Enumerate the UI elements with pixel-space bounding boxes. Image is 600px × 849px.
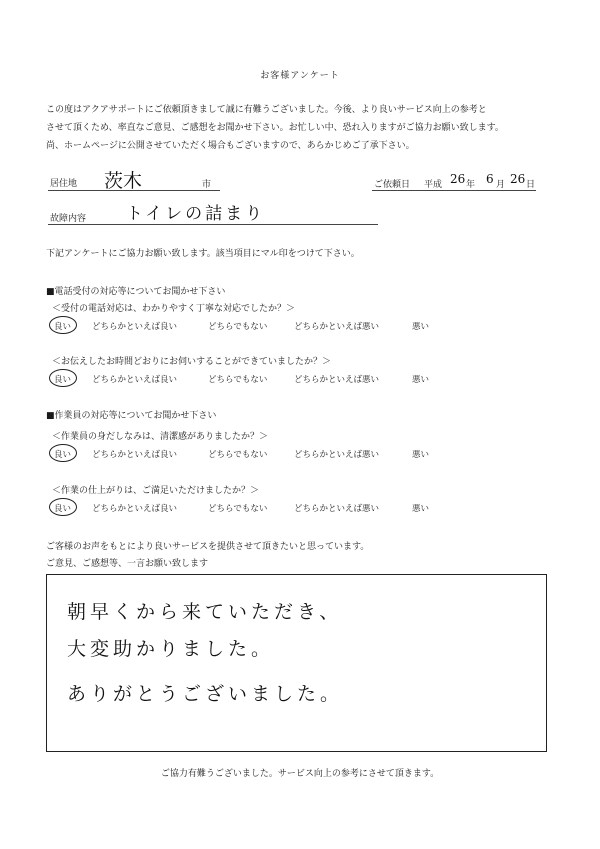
s1q1-option-good[interactable]: 良い — [54, 322, 72, 332]
request-date-era: 平成 — [424, 180, 443, 190]
s2q1-option-somewhat-bad[interactable]: どちらかといえば悪い — [294, 450, 380, 460]
instruction-text: 下記アンケートにご協力お願い致します。該当項目にマル印をつけて下さい。 — [46, 249, 360, 259]
s2q1-selected-mark — [49, 444, 77, 462]
s2q2-selected-mark — [49, 498, 77, 516]
section1-q2: ＜お伝えしたお時間どおりにお伺いすることができていましたか？＞ — [52, 357, 332, 367]
s1q1-option-bad[interactable]: 悪い — [412, 322, 430, 332]
s1q1-option-somewhat-bad[interactable]: どちらかといえば悪い — [294, 322, 380, 332]
footer-text: ご協力有難うございました。サービス向上の参考にさせて頂きます。 — [160, 769, 440, 779]
s1q2-option-somewhat-good[interactable]: どちらかといえば良い — [92, 375, 178, 385]
comment-line-1: 朝早くから来ていただき、 — [67, 601, 343, 623]
issue-underline — [48, 224, 378, 225]
request-date-day-unit: 日 — [526, 180, 536, 190]
comment-line-3: ありがとうございました。 — [67, 683, 344, 705]
request-date-label: ご依頼日 — [374, 180, 411, 190]
s2q1-option-good[interactable]: 良い — [54, 450, 72, 460]
s1q1-option-somewhat-good[interactable]: どちらかといえば良い — [92, 322, 178, 332]
request-date-month: 6 — [486, 172, 494, 186]
s1q1-option-neutral[interactable]: どちらでもない — [208, 322, 268, 332]
section2-q1: ＜作業員の身だしなみは、清潔感がありましたか？＞ — [52, 432, 269, 442]
request-date-year-unit: 年 — [466, 180, 476, 190]
request-date-month-unit: 月 — [496, 180, 506, 190]
closing-line-1: ご客様のお声をもとにより良いサービスを提供させて頂きたいと思っています。 — [46, 542, 370, 552]
s2q1-option-neutral[interactable]: どちらでもない — [208, 450, 268, 460]
s1q2-option-bad[interactable]: 悪い — [412, 375, 430, 385]
s1q1-selected-mark — [49, 316, 77, 334]
s1q2-option-somewhat-bad[interactable]: どちらかといえば悪い — [294, 375, 380, 385]
intro-line-1: この度はアクアサポートにご依頼頂きまして誠に有難うございました。今後、より良いサービス向上の参考と — [46, 105, 487, 115]
s2q1-option-bad[interactable]: 悪い — [412, 450, 430, 460]
residence-suffix: 市 — [202, 180, 212, 190]
comment-line-2: 大変助かりました。 — [67, 638, 275, 660]
s1q2-option-good[interactable]: 良い — [54, 375, 72, 385]
request-date-year: 26 — [450, 172, 466, 186]
issue-value: トイレの詰まり — [126, 204, 266, 224]
s1q2-selected-mark — [49, 369, 77, 387]
closing-line-2: ご意見、ご感想等、一言お願い致します — [46, 559, 209, 569]
page-title: お客様アンケート — [260, 71, 340, 81]
residence-value: 茨木 — [104, 170, 143, 192]
s2q1-option-somewhat-good[interactable]: どちらかといえば良い — [92, 450, 178, 460]
s2q2-option-neutral[interactable]: どちらでもない — [208, 504, 268, 514]
section1-q1: ＜受付の電話対応は、わかりやすく丁寧な対応でしたか？＞ — [52, 304, 296, 314]
s2q2-option-somewhat-bad[interactable]: どちらかといえば悪い — [294, 504, 380, 514]
intro-line-2: させて頂くため、率直なご意見、ご感想をお聞かせ下さい。お忙しい中、恐れ入りますがご協力お願い致します。 — [46, 123, 504, 133]
section1-heading: ■電話受付の対応等についてお聞かせ下さい — [46, 287, 226, 297]
s2q2-option-bad[interactable]: 悪い — [412, 504, 430, 514]
issue-label: 故障内容 — [50, 214, 87, 224]
s2q2-option-somewhat-good[interactable]: どちらかといえば良い — [92, 504, 178, 514]
residence-underline — [48, 190, 220, 191]
request-date-day: 26 — [510, 172, 526, 186]
request-date-underline — [372, 190, 536, 191]
residence-label: 居住地 — [50, 179, 78, 189]
s1q2-option-neutral[interactable]: どちらでもない — [208, 375, 268, 385]
intro-line-3: 尚、ホームページに公開させていただく場合もございますので、あらかじめご了承下さい。 — [46, 141, 415, 151]
section2-heading: ■作業員の対応等についてお聞かせ下さい — [46, 411, 217, 421]
section2-q2: ＜作業の仕上がりは、ご満足いただけましたか？＞ — [52, 486, 260, 496]
comment-box[interactable] — [46, 574, 547, 752]
s2q2-option-good[interactable]: 良い — [54, 504, 72, 514]
